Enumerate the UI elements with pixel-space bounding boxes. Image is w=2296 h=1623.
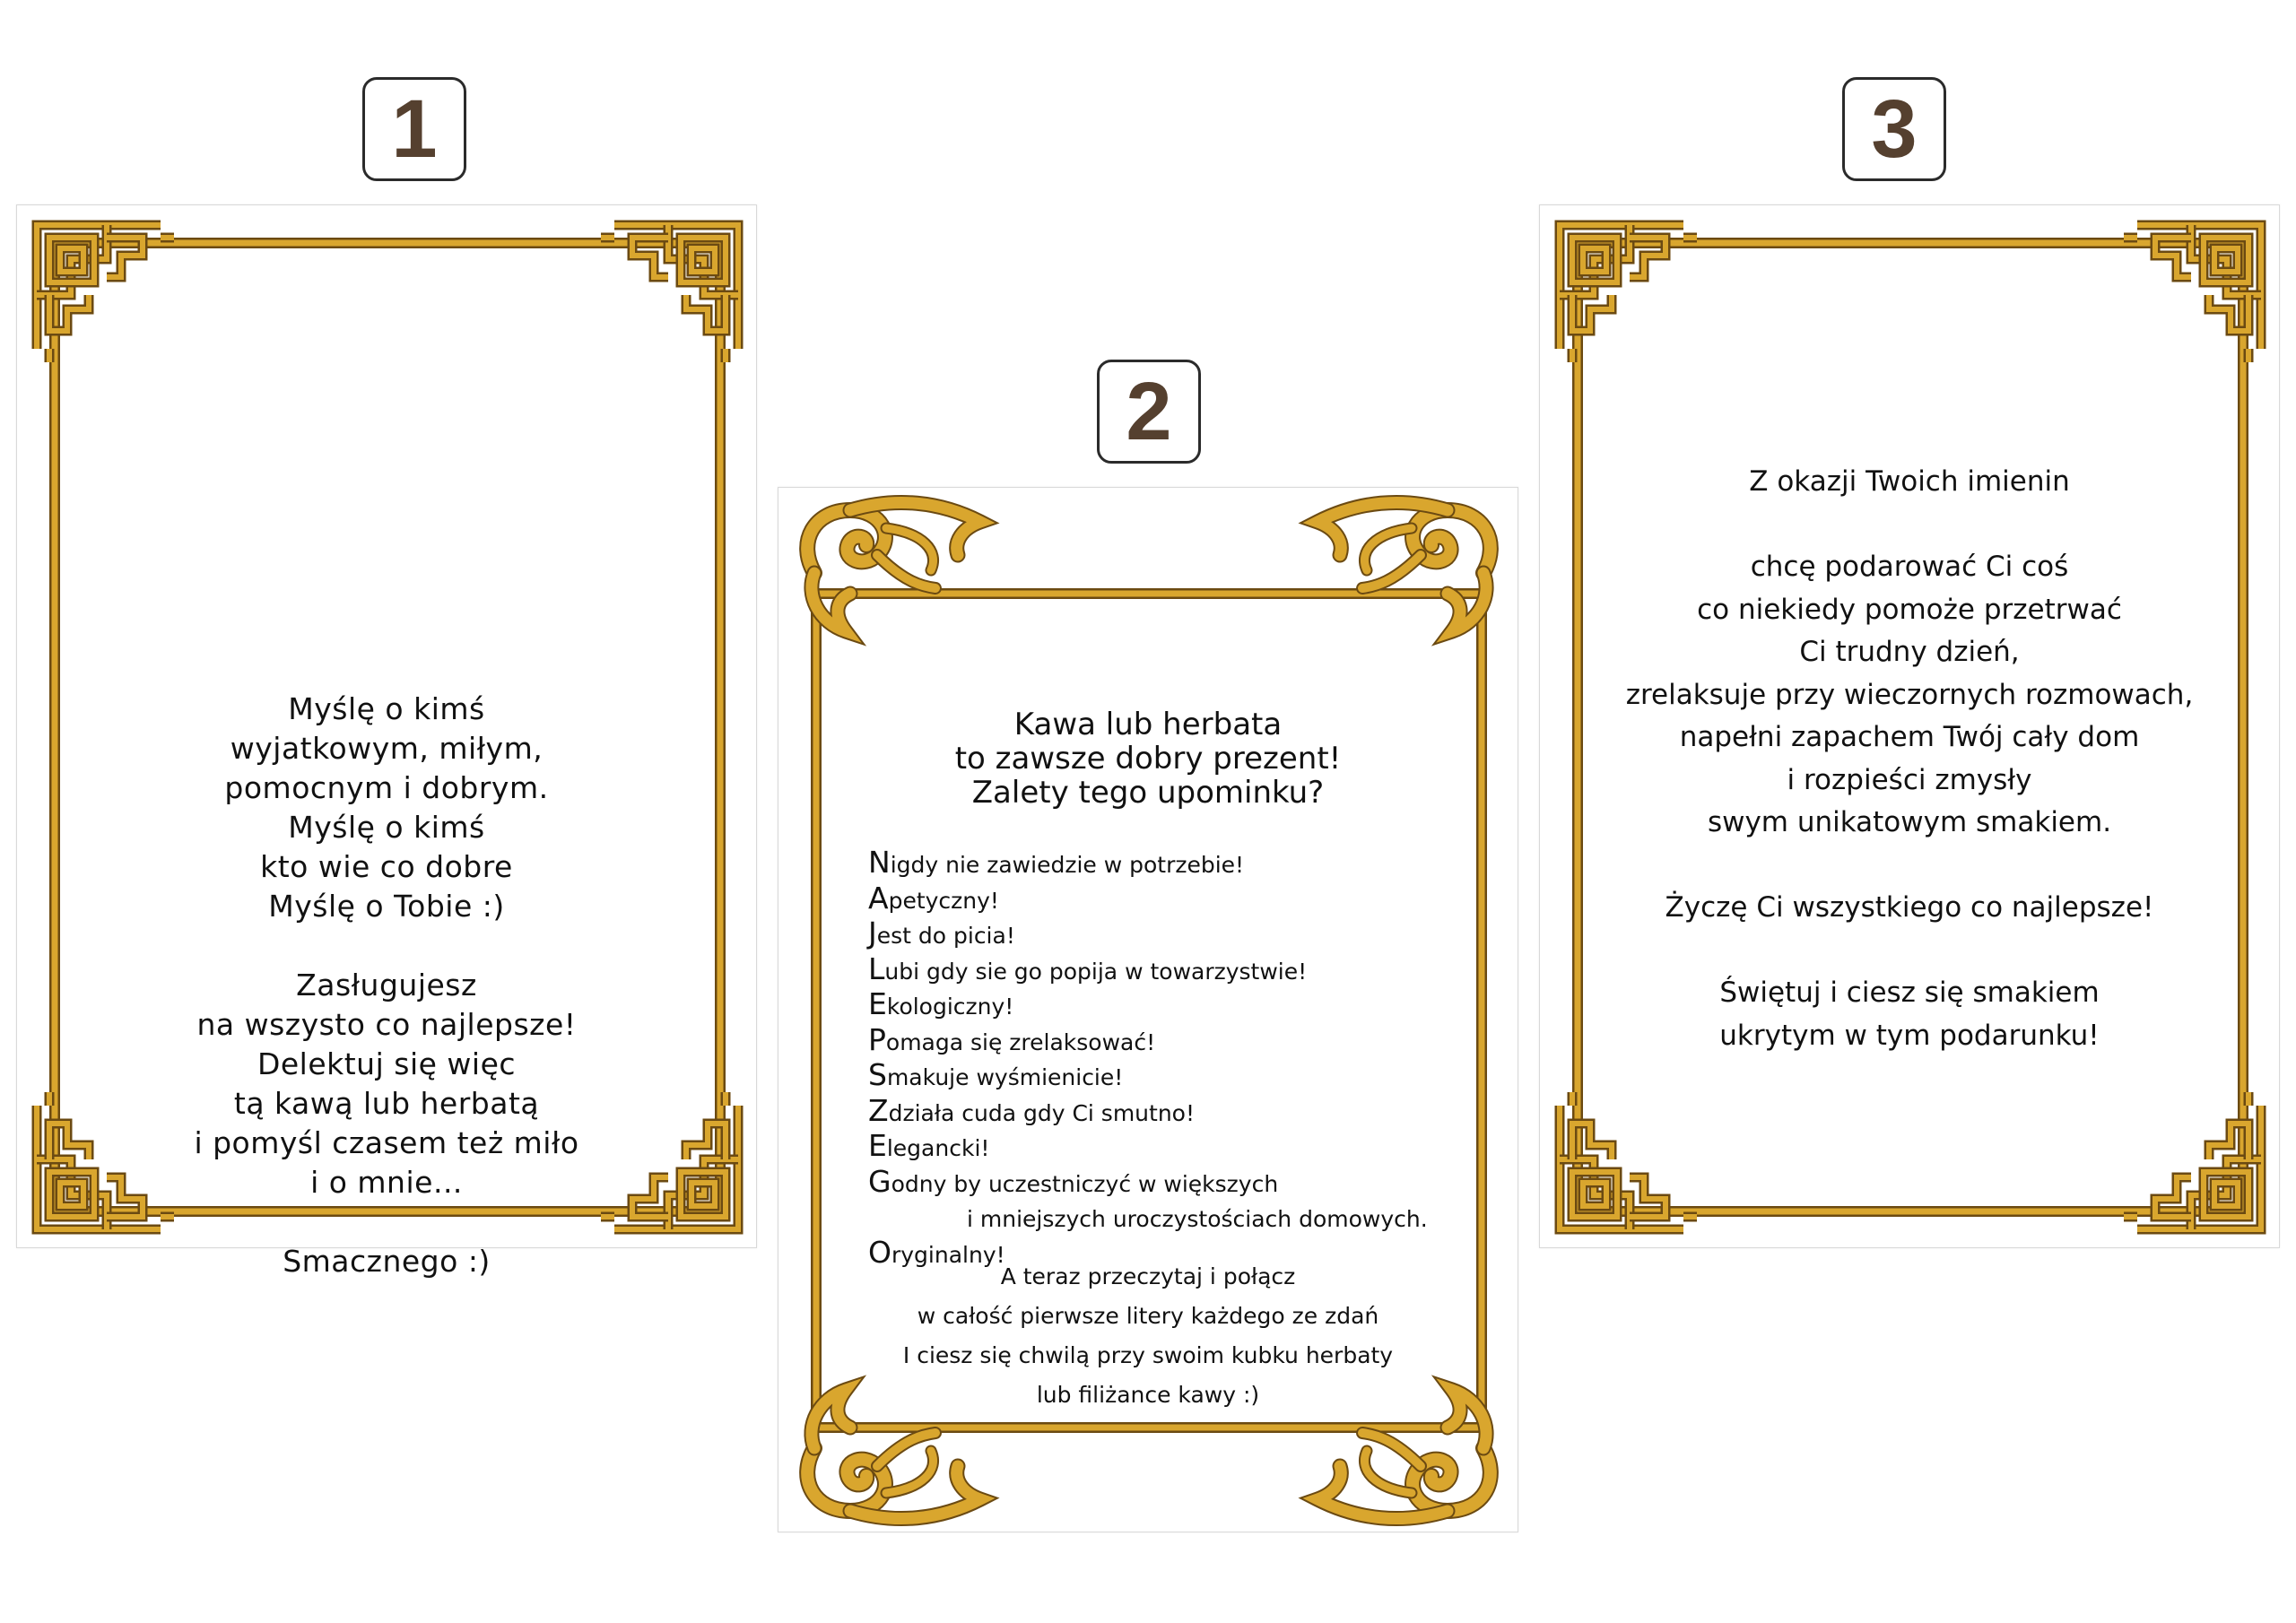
- poem-line: i o mnie...: [310, 1165, 463, 1200]
- wish-line: napełni zapachem Twój cały dom: [1679, 721, 2140, 753]
- acrostic-initial: G: [868, 1163, 891, 1199]
- poem-line: Myślę o Tobie :): [268, 889, 505, 924]
- acrostic-rest: ubi gdy sie go popija w towarzystwie!: [884, 958, 1308, 985]
- poem-line: Myślę o kimś: [288, 810, 485, 845]
- card-2: [778, 487, 1518, 1532]
- poem-line: na wszysto co najlepsze!: [196, 1007, 577, 1042]
- wishes-text: [1540, 461, 2279, 1057]
- blank-line: [1540, 930, 2279, 973]
- acrostic-line: [868, 1021, 1428, 1060]
- acrostic-rest: est do picia!: [876, 923, 1015, 949]
- card-1: [16, 204, 757, 1279]
- acrostic-line: [868, 988, 1428, 1024]
- wish-line: Ci trudny dzień,: [1799, 636, 2020, 668]
- acrostic-initial: O: [868, 1234, 891, 1270]
- acrostic-initial: S: [868, 1057, 887, 1092]
- scroll-corner-ornament: [807, 502, 980, 631]
- acrostic-rest: kologiczny!: [886, 994, 1014, 1020]
- wish-line: Z okazji Twoich imienin: [1749, 465, 2070, 498]
- wish-line: Świętuj i ciesz się smakiem: [1719, 976, 2100, 1009]
- acrostic-rest: makuje wyśmienicie!: [886, 1064, 1124, 1090]
- poem-text: [17, 690, 756, 1281]
- closing-line: lub filiżance kawy :): [1036, 1382, 1260, 1408]
- acrostic-initial: Z: [868, 1092, 889, 1128]
- closing-text: [778, 1257, 1518, 1415]
- wish-line: Życzę Ci wszystkiego co najlepsze!: [1665, 891, 2154, 924]
- closing-line: w całość pierwsze litery każdego ze zdań: [917, 1303, 1379, 1329]
- poem-line: tą kawą lub herbatą: [233, 1086, 540, 1121]
- wish-line: i rozpieści zmysły: [1787, 763, 2032, 796]
- acrostic-rest: legancki!: [886, 1135, 990, 1161]
- acrostic-rest: odny by uczestniczyć w większych: [891, 1170, 1279, 1197]
- acrostic-line: [868, 1201, 1428, 1237]
- card-number-2: 2: [1097, 360, 1201, 464]
- blank-line: [17, 926, 756, 966]
- acrostic-initial: N: [868, 845, 891, 880]
- wish-line: zrelaksuje przy wieczornych rozmowach,: [1625, 678, 2194, 711]
- card-3: [1539, 204, 2280, 1248]
- card-number-3: 3: [1842, 77, 1946, 181]
- acrostic-line: [868, 1092, 1428, 1131]
- title-line: to zawsze dobry prezent!: [954, 741, 1342, 777]
- acrostic-line: [868, 1163, 1428, 1202]
- acrostic-rest: i mniejszych uroczystościach domowych.: [967, 1206, 1428, 1232]
- poem-line: kto wie co dobre: [260, 849, 513, 884]
- acrostic-initial: J: [868, 916, 877, 950]
- acrostic-line: [868, 917, 1428, 953]
- closing-line: A teraz przeczytaj i połącz: [1000, 1263, 1296, 1289]
- blank-line: [17, 1202, 756, 1242]
- title-text: [778, 707, 1518, 810]
- acrostic-line: [868, 846, 1428, 882]
- acrostic-line: [868, 1059, 1428, 1095]
- poem-line: Zasługujesz: [296, 968, 477, 1002]
- acrostic-rest: petyczny!: [888, 887, 999, 914]
- closing-line: I ciesz się chwilą przy swoim kubku herbaty: [902, 1342, 1394, 1368]
- acrostic-list: [868, 846, 1428, 1271]
- poem-line: i pomyśl czasem też miło: [194, 1125, 579, 1160]
- title-line: Kawa lub herbata: [1013, 707, 1283, 742]
- acrostic-line: [868, 882, 1428, 918]
- title-line: Zalety tego upominku?: [971, 775, 1325, 811]
- acrostic-initial: E: [868, 986, 887, 1021]
- acrostic-rest: igdy nie zawiedzie w potrzebie!: [890, 852, 1245, 878]
- acrostic-initial: P: [868, 1021, 886, 1057]
- blank-line: [1540, 504, 2279, 547]
- wish-line: co niekiedy pomoże przetrwać: [1697, 593, 2122, 626]
- acrostic-initial: E: [868, 1128, 887, 1163]
- poem-line: Smacznego :): [283, 1244, 491, 1279]
- poem-line: pomocnym i dobrym.: [224, 770, 549, 805]
- acrostic-rest: omaga się zrelaksować!: [885, 1028, 1156, 1055]
- poem-line: wyjatkowym, miłym,: [230, 731, 544, 766]
- acrostic-rest: ryginalny!: [891, 1241, 1005, 1268]
- acrostic-rest: działa cuda gdy Ci smutno!: [888, 1099, 1195, 1126]
- poem-line: Delektuj się więc: [257, 1046, 517, 1081]
- poem-line: Myślę o kimś: [288, 691, 485, 726]
- acrostic-line: [868, 950, 1428, 989]
- acrostic-initial: L: [868, 950, 885, 986]
- card-number-1: 1: [362, 77, 466, 181]
- wish-line: chcę podarować Ci coś: [1750, 551, 2069, 583]
- wish-line: ukrytym w tym podarunku!: [1719, 1019, 2100, 1052]
- wish-line: swym unikatowym smakiem.: [1707, 806, 2112, 838]
- acrostic-line: [868, 1130, 1428, 1166]
- scroll-corner-ornament: [1318, 502, 1491, 631]
- blank-line: [1540, 845, 2279, 888]
- acrostic-initial: A: [868, 880, 889, 916]
